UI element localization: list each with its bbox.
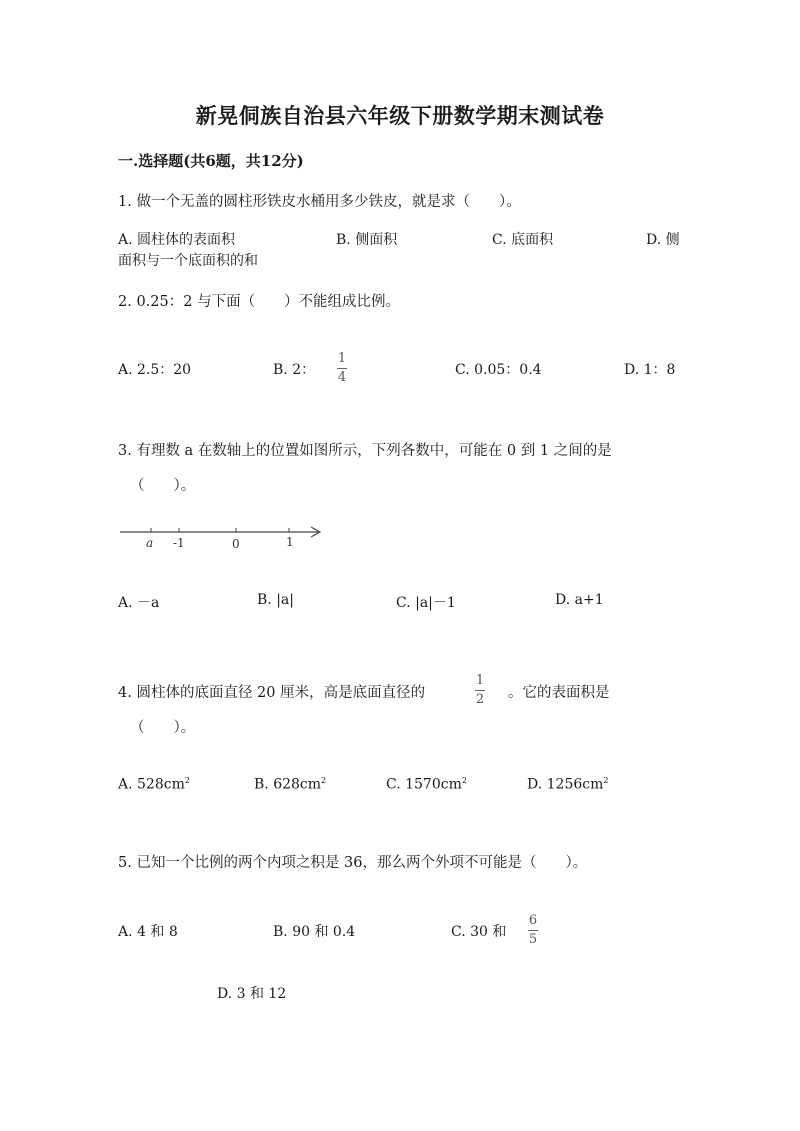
fraction-bar (337, 368, 347, 369)
q4-option-b (254, 776, 326, 793)
q5-option-b: B. 90 和 0.4 (273, 924, 356, 940)
axis-label-neg1: -1 (173, 536, 185, 550)
axis-label-1: 1 (286, 535, 294, 549)
q4-option-c (386, 776, 467, 793)
axis-label-0: 0 (232, 537, 240, 551)
fraction-numerator: 1 (337, 351, 347, 366)
q5-stem: 5. 已知一个比例的两个内项之积是 36，那么两个外项不可能是（ ）。 (118, 855, 588, 871)
q4-option-b-text: B. 628cm (254, 776, 322, 793)
q3-option-b: B. |a| (257, 592, 294, 608)
q4-option-d (527, 776, 608, 793)
q1-option-c: C. 底面积 (492, 232, 554, 248)
q4-stem-continued: （ ）。 (130, 720, 196, 736)
axis-label-a: a (146, 536, 154, 550)
q5-option-d: D. 3 和 12 (217, 986, 287, 1002)
q4-fraction (475, 674, 485, 707)
fraction-bar (475, 690, 485, 691)
q1-stem: 1. 做一个无盖的圆柱形铁皮水桶用多少铁皮，就是求（ ）。 (118, 194, 521, 210)
q2-stem: 2. 0.25：2 与下面（ ）不能组成比例。 (118, 294, 401, 310)
q1-option-b: B. 侧面积 (336, 232, 398, 248)
fraction-denominator: 4 (337, 370, 347, 385)
q3-option-a: A. －a (118, 595, 160, 611)
q4-option-a-text: A. 528cm (118, 776, 185, 793)
q4-option-a (118, 776, 190, 793)
q4-option-d-text: D. 1256cm (527, 776, 604, 793)
unit-superscript: 2 (603, 776, 609, 785)
unit-superscript: 2 (321, 776, 327, 785)
q4-stem: 4. 圆柱体的底面直径 20 厘米，高是底面直径的 (118, 685, 426, 701)
q5-option-c-fraction (528, 914, 538, 947)
q2-option-d: D. 1：8 (624, 362, 676, 378)
q2-option-a: A. 2.5：20 (118, 362, 192, 378)
q2-option-b: B. 2： (273, 362, 316, 378)
q1-option-d-continued: 面积与一个底面积的和 (118, 253, 258, 269)
section-heading: 一.选择题(共6题，共12分) (118, 152, 304, 170)
fraction-numerator: 6 (528, 913, 538, 928)
q2-option-c: C. 0.05：0.4 (455, 362, 542, 378)
page-title: 新晃侗族自治县六年级下册数学期末测试卷 (195, 103, 605, 128)
q3-stem-continued: （ ）。 (130, 478, 196, 494)
q5-option-a: A. 4 和 8 (118, 924, 178, 940)
q5-option-c: C. 30 和 (451, 924, 507, 940)
fraction-bar (528, 930, 538, 931)
fraction-denominator: 2 (475, 692, 485, 707)
unit-superscript: 2 (461, 776, 467, 785)
q3-stem: 3. 有理数 a 在数轴上的位置如图所示，下列各数中，可能在 0 到 1 之间的是 (118, 443, 612, 459)
q3-option-c: C. |a|－1 (396, 595, 456, 611)
unit-superscript: 2 (184, 776, 190, 785)
q1-option-a: A. 圆柱体的表面积 (118, 232, 236, 248)
fraction-denominator: 5 (528, 932, 538, 947)
q3-option-d: D. a+1 (555, 592, 604, 608)
q1-option-d: D. 侧 (646, 232, 680, 248)
fraction-numerator: 1 (475, 673, 485, 688)
q4-stem-after: 。它的表面积是 (508, 685, 610, 701)
q4-option-c-text: C. 1570cm (386, 776, 462, 793)
q2-option-b-fraction (337, 352, 347, 385)
number-line (118, 522, 328, 552)
